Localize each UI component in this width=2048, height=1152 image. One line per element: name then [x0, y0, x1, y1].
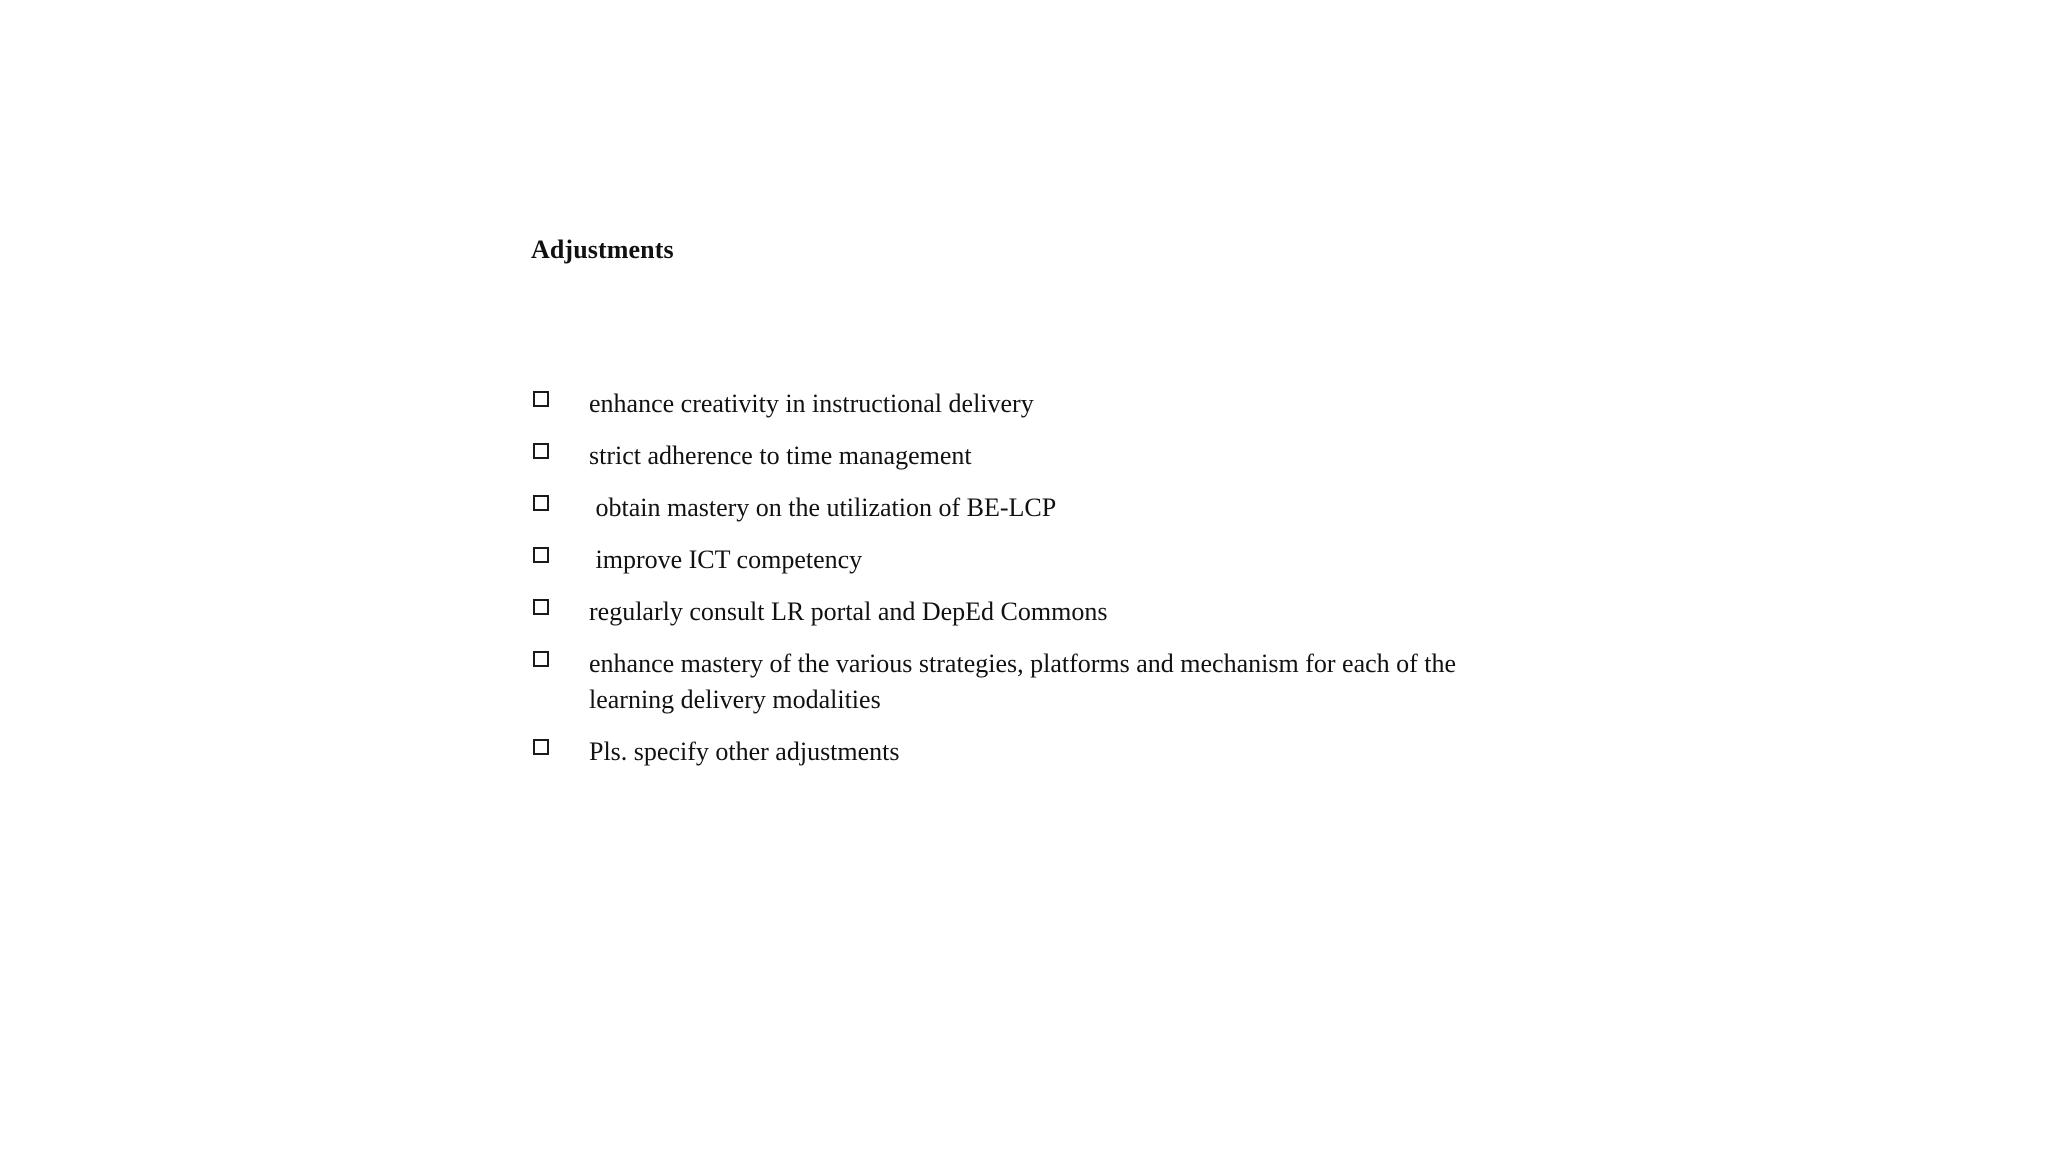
checklist-item-time-management [531, 438, 1511, 474]
adjustments-checklist [531, 386, 1511, 786]
checkbox[interactable] [533, 547, 549, 563]
checklist-item-label: enhance creativity in instructional delivery [589, 389, 1034, 418]
checklist-item-label: improve ICT competency [589, 545, 863, 574]
checkbox[interactable] [533, 391, 549, 407]
checklist-item-label: obtain mastery on the utilization of BE-LCP [589, 493, 1057, 522]
checklist-item-label: strict adherence to time management [589, 441, 972, 470]
checkbox[interactable] [533, 443, 549, 459]
checklist-item-label: regularly consult LR portal and DepEd Commons [589, 597, 1108, 626]
checklist-item-label: Pls. specify other adjustments [589, 737, 900, 766]
checklist-item-label: enhance mastery of the various strategies, platforms and mechanism for each of the learning delivery modalities [589, 649, 1463, 714]
checkbox[interactable] [533, 495, 549, 511]
checklist-item-strategies [531, 646, 1511, 718]
checkbox[interactable] [533, 739, 549, 755]
checklist-item-lr-portal [531, 594, 1511, 630]
checkbox[interactable] [533, 599, 549, 615]
checklist-item-other [531, 734, 1511, 770]
section-heading: Adjustments [531, 235, 674, 264]
checklist-item-creativity [531, 386, 1511, 422]
checklist-item-be-lcp [531, 490, 1511, 526]
checkbox[interactable] [533, 651, 549, 667]
checklist-item-ict [531, 542, 1511, 578]
